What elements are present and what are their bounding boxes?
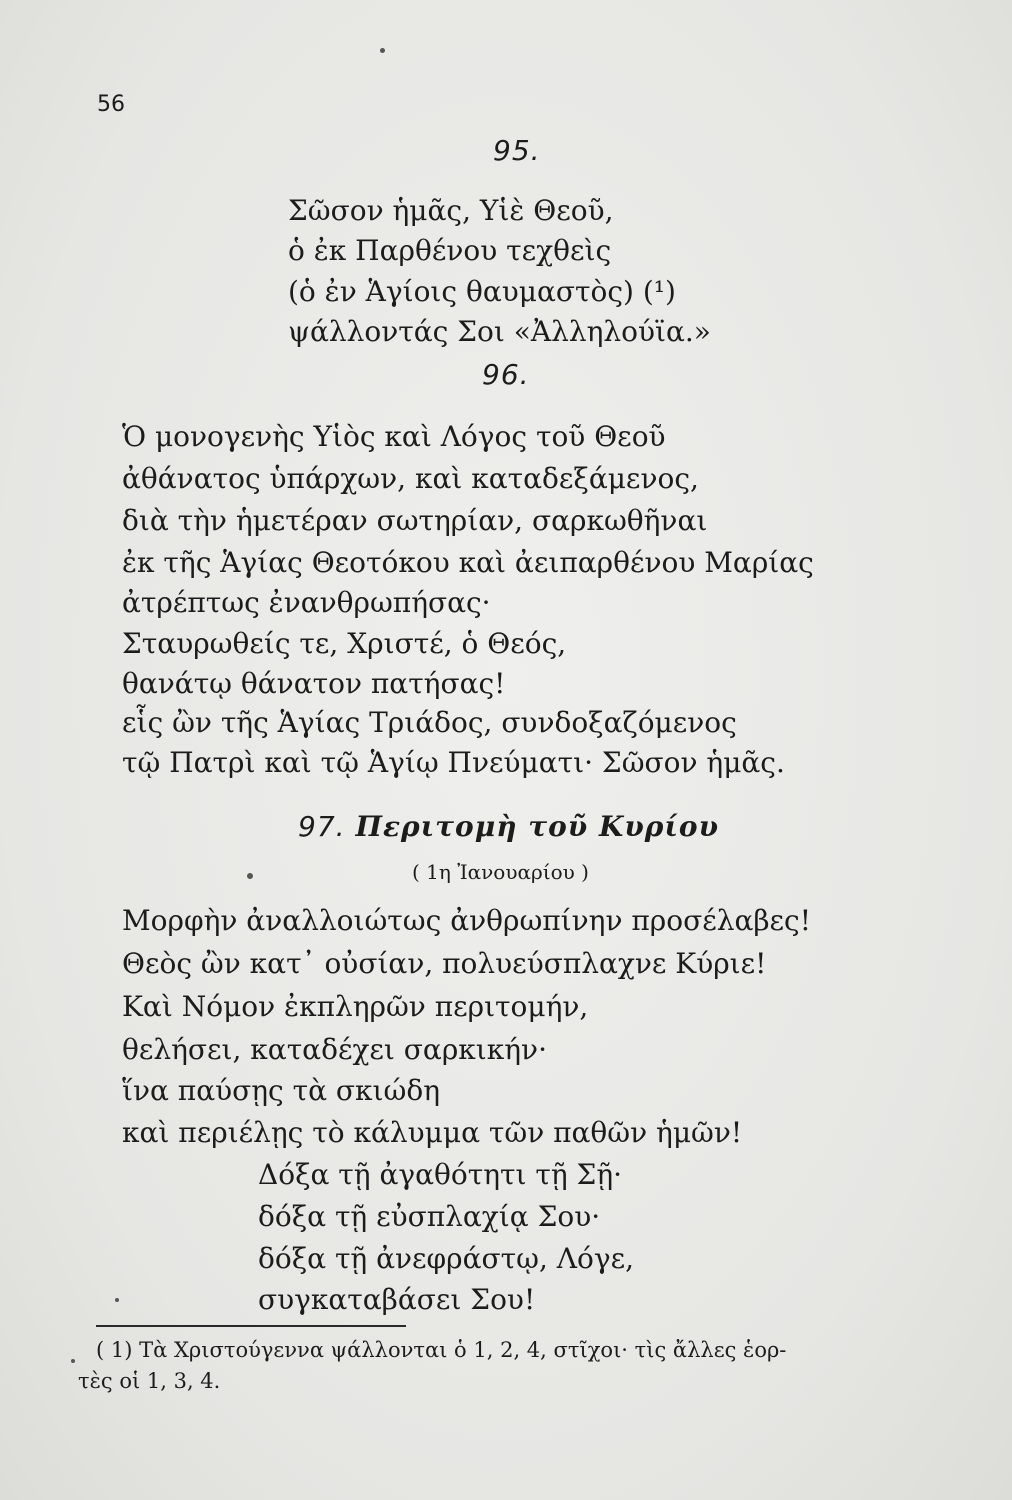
footnote-divider <box>96 1325 406 1327</box>
hymn-96-line: θανάτῳ θάνατον πατήσας! <box>122 667 506 700</box>
hymn-95-line: ὁ ἐκ Παρθένου τεχθεὶς <box>288 234 612 267</box>
hymn-97-line: θελήσει, καταδέχει σαρκικήν· <box>122 1033 547 1066</box>
footnote-line: ( 1) Τὰ Χριστούγεννα ψάλλονται ὁ 1, 2, 4, στῖχοι· τὶς ἄλλες ἑορ- <box>96 1338 787 1362</box>
hymn-97-line: ἵνα παύσῃς τὰ σκιώδη <box>122 1074 440 1107</box>
hymn-96-line: Ὁ μονογενὴς Υἱὸς καὶ Λόγος τοῦ Θεοῦ <box>122 420 666 453</box>
hymn-95-line: Σῶσον ἡμᾶς, Υἱὲ Θεοῦ, <box>288 194 614 227</box>
hymn-97-heading <box>298 810 719 843</box>
footnote-line: τὲς οἱ 1, 3, 4. <box>78 1369 221 1393</box>
scan-speck <box>380 48 385 53</box>
hymn-96-number: 96. <box>482 358 530 391</box>
hymn-95-line: (ὁ ἐν Ἁγίοις θαυμαστὸς) (¹) <box>288 275 676 308</box>
hymn-97-title: Περιτομὴ τοῦ Κυρίου <box>355 810 720 843</box>
hymn-97-date: ( 1η Ἰανουαρίου ) <box>412 860 589 884</box>
hymn-96-line: ἀθάνατος ὑπάρχων, καὶ καταδεξάμενος, <box>122 462 699 495</box>
doxology-line: δόξα τῇ ἀνεφράστῳ, Λόγε, <box>258 1242 634 1275</box>
scan-speck <box>247 873 253 879</box>
hymn-96-line: ἐκ τῆς Ἁγίας Θεοτόκου καὶ ἀειπαρθένου Μαρίας <box>122 546 814 579</box>
hymn-97-line: Καὶ Νόμον ἐκπληρῶν περιτομήν, <box>122 990 589 1023</box>
scan-speck <box>115 1298 119 1302</box>
doxology-line: Δόξα τῇ ἀγαθότητι τῇ Σῇ· <box>258 1158 623 1191</box>
hymn-95-number: 95. <box>493 134 541 167</box>
page-number: 56 <box>97 92 125 117</box>
scan-speck <box>71 1359 75 1363</box>
doxology-line: συγκαταβάσει Σου! <box>258 1283 536 1316</box>
hymn-96-line: ἀτρέπτως ἐνανθρωπήσας· <box>122 586 491 619</box>
hymn-97-line: καὶ περιέλῃς τὸ κάλυμμα τῶν παθῶν ἡμῶν! <box>122 1116 743 1149</box>
doxology-line: δόξα τῇ εὐσπλαχίᾳ Σου· <box>258 1200 601 1233</box>
hymn-96-line: Σταυρωθείς τε, Χριστέ, ὁ Θεός, <box>122 627 567 660</box>
hymn-96-line: διὰ τὴν ἡμετέραν σωτηρίαν, σαρκωθῆναι <box>122 504 708 537</box>
hymn-95-line: ψάλλοντάς Σοι «Ἀλληλούϊα.» <box>288 315 711 348</box>
hymn-97-line: Μορφὴν ἀναλλοιώτως ἀνθρωπίνην προσέλαβες! <box>122 904 811 937</box>
hymn-97-line: Θεὸς ὢν κατ᾽ οὐσίαν, πολυεύσπλαχνε Κύριε! <box>122 947 767 980</box>
hymn-96-line: τῷ Πατρὶ καὶ τῷ Ἁγίῳ Πνεύματι· Σῶσον ἡμᾶς. <box>122 746 785 779</box>
hymn-96-line: εἷς ὢν τῆς Ἁγίας Τριάδος, συνδοξαζόμενος <box>122 706 737 739</box>
hymn-97-number: 97. <box>298 810 346 843</box>
